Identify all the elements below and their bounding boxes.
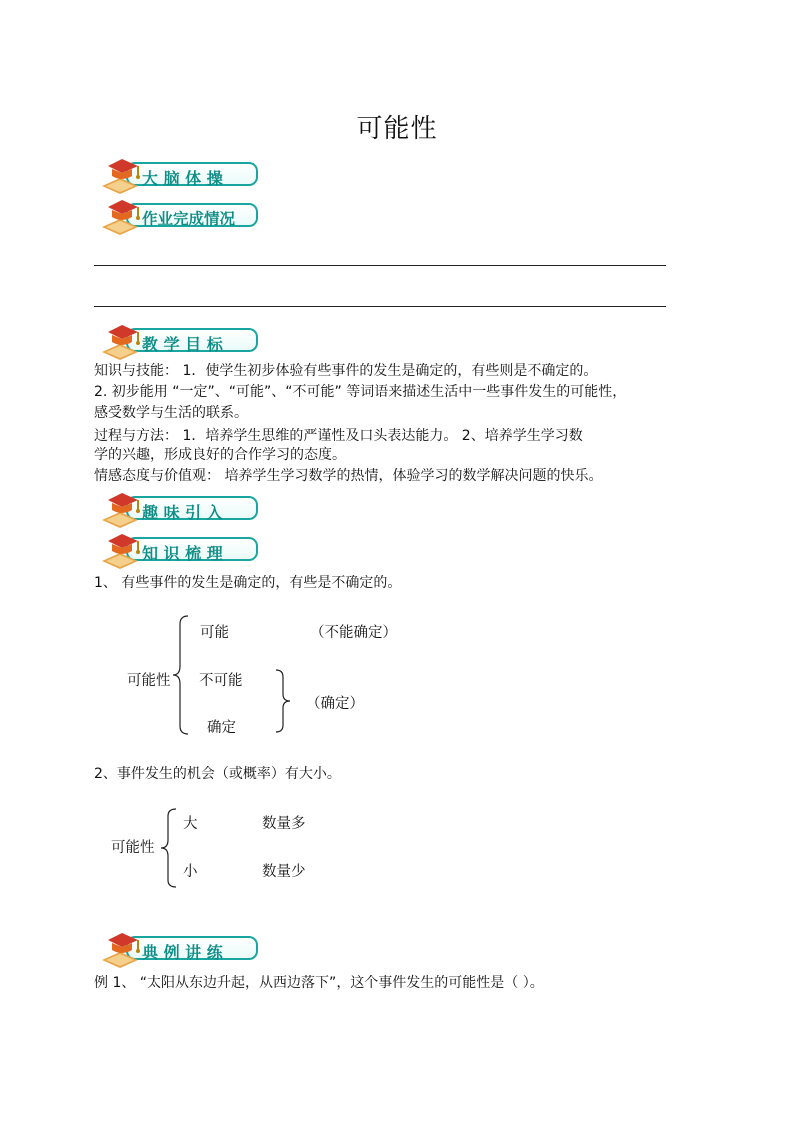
graduation-cap-icon <box>98 490 142 530</box>
graduation-cap-icon <box>98 930 142 970</box>
section-title: 趣 味 引 入 <box>142 503 223 522</box>
example-1: 例 1、 “太阳从东边升起，从西边落下”，这个事件发生的可能性是（ ）。 <box>94 975 544 991</box>
section-badge <box>126 537 258 561</box>
section-badge <box>126 328 258 352</box>
goal-line: 2. 初步能用 “一定”、“可能”、“不可能” 等词语来描述生活中一些事件发生的可能性， <box>94 384 627 400</box>
section-badge <box>126 162 258 186</box>
knowledge-point-1: 1、 有些事件的发生是确定的，有些是不确定的。 <box>94 575 402 591</box>
goal-line: 过程与方法： 1．培养学生思维的严谨性及口头表达能力。 2、培养学生学习数 <box>94 428 583 444</box>
diagram1-root: 可能性 <box>127 673 171 689</box>
section-title: 教 学 目 标 <box>142 335 223 354</box>
right-brace <box>274 668 292 734</box>
page-title: 可能性 <box>356 114 438 144</box>
diagram2-small: 小 <box>183 864 198 880</box>
graduation-cap-icon <box>98 197 142 237</box>
left-brace <box>160 807 178 889</box>
goal-line: 情感态度与价值观： 培养学生学习数学的热情，体验学习的数学解决问题的快乐。 <box>94 468 603 484</box>
section-badge <box>126 203 258 227</box>
answer-line <box>94 306 666 307</box>
graduation-cap-icon <box>98 531 142 571</box>
diagram2-root: 可能性 <box>111 840 155 856</box>
goal-line: 学的兴趣，形成良好的合作学习的态度。 <box>94 447 346 463</box>
diagram1-item-impossible: 不可能 <box>199 673 243 689</box>
diagram2-more: 数量多 <box>262 816 306 832</box>
diagram1-note-uncertain: （不能确定） <box>310 625 397 641</box>
goal-line: 感受数学与生活的联系。 <box>94 405 248 421</box>
goal-line: 知识与技能： 1．使学生初步体验有些事件的发生是确定的，有些则是不确定的。 <box>94 363 598 379</box>
diagram1-item-certain: 确定 <box>207 720 236 736</box>
left-brace <box>172 614 190 736</box>
diagram1-note-certain: （确定） <box>306 696 364 712</box>
diagram2-less: 数量少 <box>262 864 306 880</box>
section-badge <box>126 496 258 520</box>
section-title: 知 识 梳 理 <box>142 544 223 563</box>
section-title: 大 脑 体 操 <box>142 169 223 188</box>
diagram1-item-possible: 可能 <box>200 625 229 641</box>
answer-line <box>94 265 666 266</box>
knowledge-point-2: 2、事件发生的机会（或概率）有大小。 <box>94 766 341 782</box>
graduation-cap-icon <box>98 322 142 362</box>
graduation-cap-icon <box>98 156 142 196</box>
section-badge <box>126 936 258 960</box>
section-title: 作业完成情况 <box>142 210 236 228</box>
diagram2-big: 大 <box>183 816 198 832</box>
section-title: 典 例 讲 练 <box>142 943 223 962</box>
